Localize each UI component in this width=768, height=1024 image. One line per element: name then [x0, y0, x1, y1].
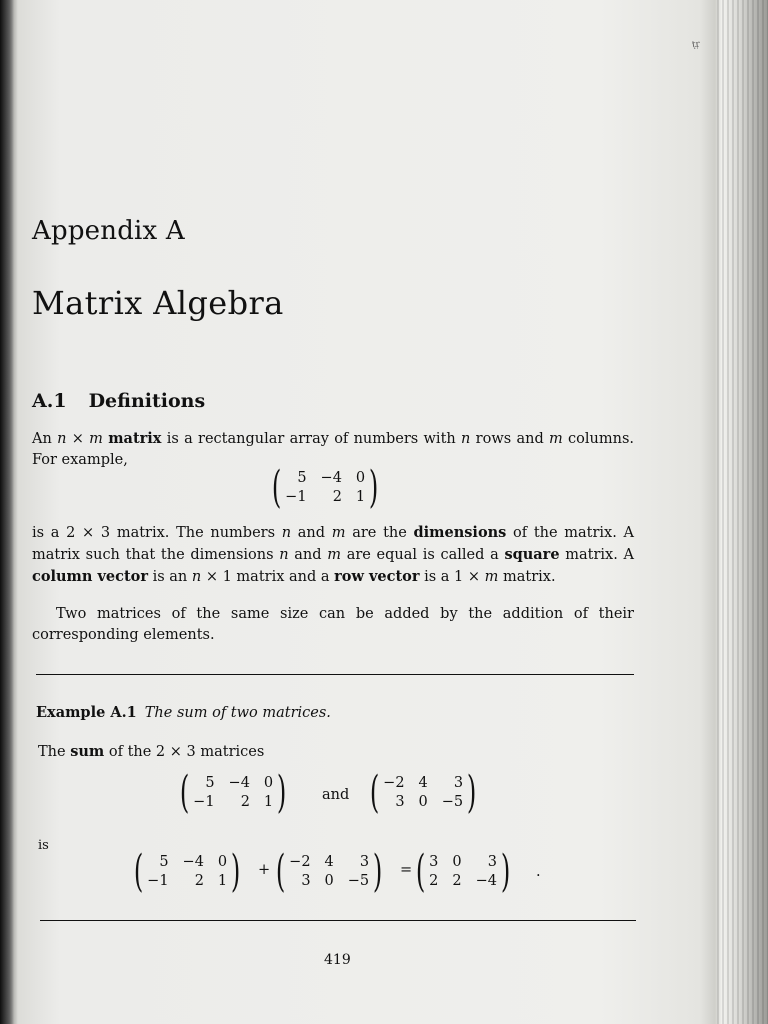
definition-paragraph-2: is a 2 × 3 matrix. The numbers n and m are the dimensions of the matrix. A matrix such that the dimensions n and m are equal is called a square matrix. A column vector is an n × 1 matrix and a row vector is a 1 × m matrix.: [32, 524, 635, 585]
appendix-label: Appendix A: [32, 216, 185, 246]
page-number: 419: [324, 952, 351, 968]
and-word: and: [322, 787, 350, 803]
example-heading: [36, 704, 331, 721]
section-number: A.1: [32, 390, 67, 412]
matrix-example-grid: 5 −4 0 −1 2 1: [285, 470, 366, 505]
result-matrix: ( 3 0 3 2 2 −4 ): [415, 846, 511, 897]
equals-sign: =: [400, 862, 413, 878]
matrix-b: ( −2 4 3 3 0 −5 ): [369, 767, 477, 818]
definition-paragraph-1: An n × m matrix is a rectangular array of numbers with n rows and m columns. For example,: [32, 430, 635, 468]
section-title: Definitions: [88, 390, 206, 412]
example-label: Example A.1: [36, 704, 137, 721]
book-binding-shadow: [0, 0, 14, 1024]
matrix-a: ( 5 −4 0 −1 2 1 ): [179, 767, 287, 818]
is-word: is: [38, 838, 49, 853]
example-intro: The sum of the 2 × 3 matrices: [38, 743, 265, 760]
page-edges-stack: [714, 0, 768, 1024]
definition-paragraph-3: Two matrices of the same size can be added by the addition of their corresponding elements.: [32, 606, 634, 643]
example-bottom-rule: [40, 920, 636, 921]
sum-matrix-b: ( −2 4 3 3 0 −5 ): [275, 846, 383, 897]
handwritten-corner-mark: ṭṛ: [691, 39, 701, 51]
example-top-rule: [36, 674, 634, 675]
section-heading: [32, 390, 205, 412]
matrix-example-2x3: ( 5 −4 0 −1 2 1 ): [271, 462, 379, 513]
sum-matrix-a: ( 5 −4 0 −1 2 1 ): [133, 846, 241, 897]
plus-sign: +: [258, 862, 271, 878]
chapter-title: Matrix Algebra: [32, 284, 284, 322]
example-title: The sum of two matrices.: [144, 705, 331, 721]
result-period: .: [536, 864, 541, 880]
